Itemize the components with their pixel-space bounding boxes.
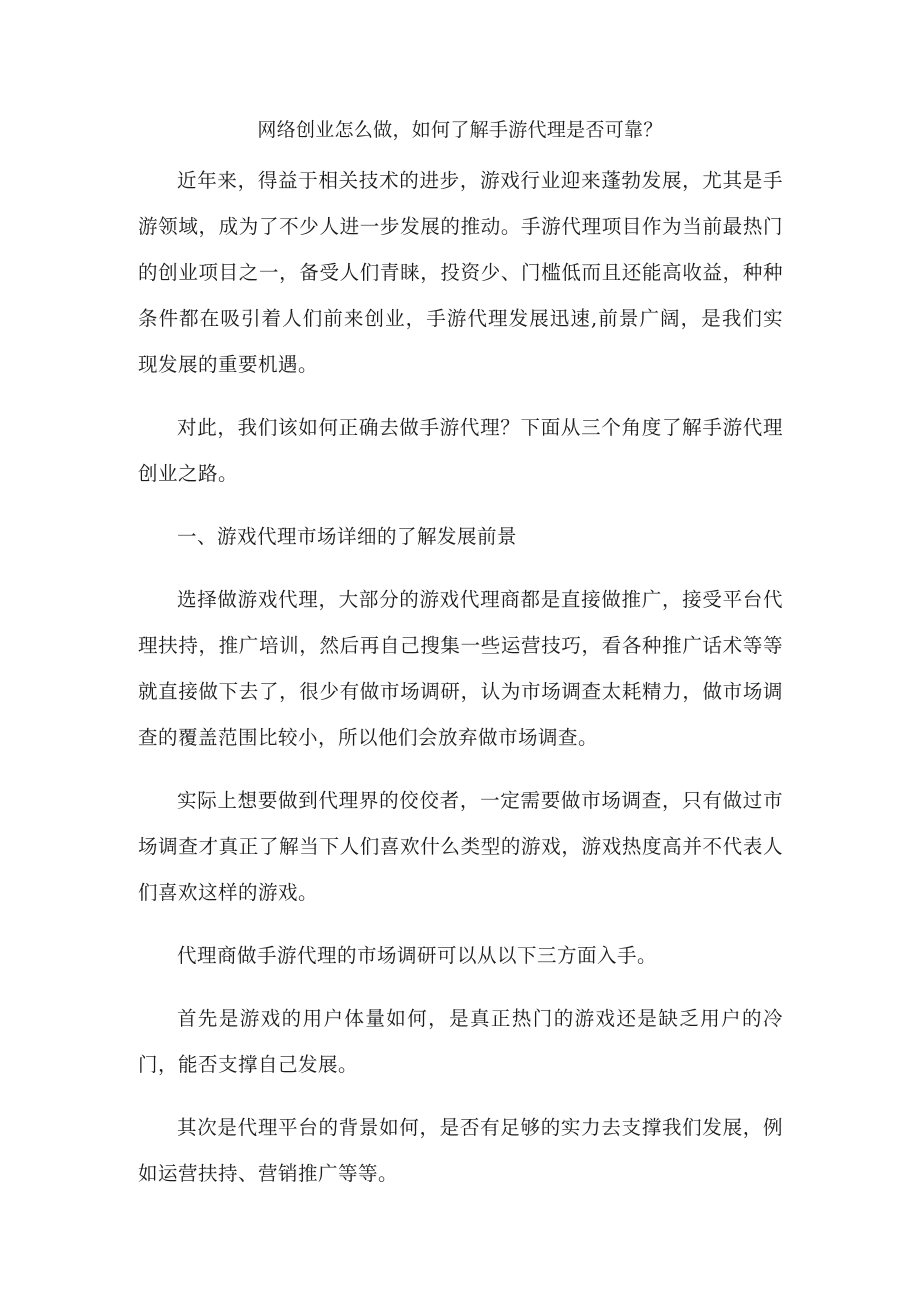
paragraph: 其次是代理平台的背景如何，是否有足够的实力去支撑我们发展，例如运营扶持、营销推广等等。	[138, 1116, 783, 1185]
paragraph: 选择做游戏代理，大部分的游戏代理商都是直接做推广，接受平台代理扶持，推广培训，然后再自己搜集一些运营技巧，看各种推广话术等等就直接做下去了，很少有做市场调研，认为市场调查太耗精力，做市场调查的覆盖范围比较小，所以他们会放弃做市场调查。	[138, 588, 783, 749]
paragraph: 首先是游戏的用户体量如何，是真正热门的游戏还是缺乏用户的冷门，能否支撑自己发展。	[138, 1007, 783, 1076]
section-heading: 一、游戏代理市场详细的了解发展前景	[177, 525, 518, 548]
document-title: 网络创业怎么做，如何了解手游代理是否可靠？	[257, 119, 663, 141]
paragraph: 代理商做手游代理的市场调研可以从以下三方面入手。	[177, 944, 658, 967]
paragraph: 近年来，得益于相关技术的进步，游戏行业迎来蓬勃发展，尤其是手游领域，成为了不少人进一步发展的推动。手游代理项目作为当前最热门的创业项目之一，备受人们青睐，投资少、门槛低而且还能高收益，种种条件都在吸引着人们前来创业，手游代理发展迅速,前景广阔，是我们实现发展的重要机遇。	[138, 169, 783, 376]
paragraph: 对此，我们该如何正确去做手游代理？下面从三个角度了解手游代理创业之路。	[138, 416, 783, 485]
document-body	[138, 158, 783, 1214]
paragraph: 实际上想要做到代理界的佼佼者，一定需要做市场调查，只有做过市场调查才真正了解当下人们喜欢什么类型的游戏，游戏热度高并不代表人们喜欢这样的游戏。	[138, 789, 783, 904]
